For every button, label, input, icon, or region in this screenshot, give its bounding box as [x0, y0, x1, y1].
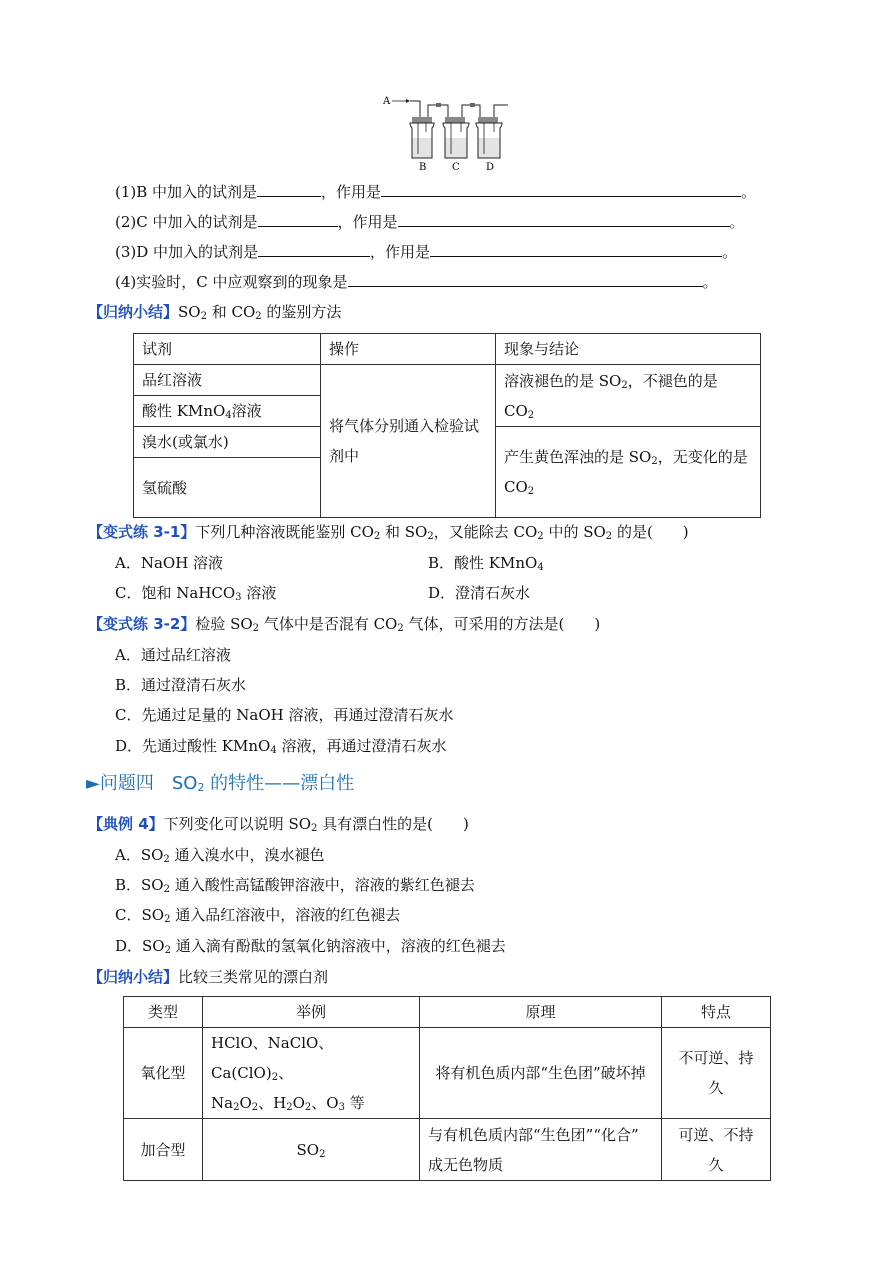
bleach-comparison-table: [123, 996, 771, 1181]
table-header: 试剂: [134, 334, 321, 365]
answer-blank[interactable]: [430, 242, 722, 257]
option-d[interactable]: D．先通过酸性 KMnO$_4$ 溶液，再通过澄清石灰水: [115, 737, 447, 756]
question-2: (2)C 中加入的试剂是 ，作用是 。: [115, 213, 745, 231]
section-heading-4: ►问题四 $SO_2$ 的特性——漂白性: [86, 773, 355, 794]
question-1: (1)B 中加入的试剂是 ，作用是 。: [115, 183, 757, 201]
table-header: 现象与结论: [496, 334, 761, 365]
question-4: (4)实验时，C 中应观察到的现象是 。: [115, 273, 718, 291]
reagent-cell: 氢硫酸: [134, 458, 321, 518]
inlet-label-a: A: [383, 96, 391, 107]
feature-cell: 可逆、不持 久: [662, 1119, 771, 1181]
question-3: (3)D 中加入的试剂是 ，作用是 。: [115, 243, 738, 261]
answer-blank[interactable]: [348, 272, 703, 287]
summary-heading-2: 【归纳小结】比较三类常见的漂白剂: [88, 968, 329, 986]
table-header: 举例: [203, 997, 420, 1028]
option-a[interactable]: A．$SO_2$ 通入溴水中，溴水褪色: [115, 846, 325, 865]
option-d[interactable]: D．澄清石灰水: [428, 584, 531, 602]
answer-blank[interactable]: [398, 212, 730, 227]
result-cell: 产生黄色浑浊的是 $SO_2$，无变化的是 $CO_2$: [496, 427, 761, 518]
result-cell: 溶液褪色的是 $SO_2$，不褪色的是 $CO_2$: [496, 365, 761, 427]
table-header: 特点: [662, 997, 771, 1028]
table-header: 操作: [321, 334, 496, 365]
option-a[interactable]: A．通过品红溶液: [115, 646, 231, 664]
example-cell: $SO_2$: [203, 1119, 420, 1181]
principle-cell: 与有机色质内部“生色团”“化合” 成无色物质: [420, 1119, 662, 1181]
reagent-cell: 品红溶液: [134, 365, 321, 396]
option-b[interactable]: B．酸性 KMnO$_4$: [428, 554, 544, 573]
bottle-label-c: C: [452, 162, 460, 173]
example-cell: HClO、NaClO、$Ca(ClO)_2$、 $Na_2O_2$、$H_2O_2$、$O_3$ 等: [203, 1028, 420, 1119]
type-cell: 加合型: [124, 1119, 203, 1181]
bottle-label-b: B: [419, 162, 427, 173]
identification-table: [133, 333, 761, 518]
option-c[interactable]: C．饱和 NaHCO$_3$ 溶液: [115, 584, 277, 603]
option-b[interactable]: B．$SO_2$ 通入酸性高锰酸钾溶液中，溶液的紫红色褪去: [115, 876, 475, 895]
option-c[interactable]: C．$SO_2$ 通入品红溶液中，溶液的红色褪去: [115, 906, 401, 925]
reagent-cell: 溴水(或氯水): [134, 427, 321, 458]
option-b[interactable]: B．通过澄清石灰水: [115, 676, 247, 694]
reagent-cell: 酸性 KMnO$_4$溶液: [134, 396, 321, 427]
operation-cell: 将气体分别通入检验试剂中: [321, 365, 496, 518]
table-header: 原理: [420, 997, 662, 1028]
exercise-3-1-stem: 【变式练 3-1】下列几种溶液既能鉴别 $CO_2$ 和 $SO_2$，又能除去 $CO_2$ 中的 $SO_2$ 的是( ): [88, 523, 689, 542]
answer-blank[interactable]: [381, 182, 741, 197]
option-a[interactable]: A．NaOH 溶液: [115, 554, 224, 572]
type-cell: 氧化型: [124, 1028, 203, 1119]
principle-cell: 将有机色质内部“生色团”破坏掉: [420, 1028, 662, 1119]
example-4-stem: 【典例 4】下列变化可以说明 $SO_2$ 具有漂白性的是( ): [88, 815, 469, 834]
feature-cell: 不可逆、持 久: [662, 1028, 771, 1119]
answer-blank[interactable]: [258, 242, 370, 257]
summary-heading-1: 【归纳小结】$SO_2$ 和 $CO_2$ 的鉴别方法: [88, 303, 342, 322]
gas-washing-apparatus-figure: [380, 90, 515, 175]
bottle-label-d: D: [486, 162, 495, 173]
answer-blank[interactable]: [257, 182, 321, 197]
option-c[interactable]: C．先通过足量的 NaOH 溶液，再通过澄清石灰水: [115, 706, 454, 724]
table-header: 类型: [124, 997, 203, 1028]
option-d[interactable]: D．$SO_2$ 通入滴有酚酞的氢氧化钠溶液中，溶液的红色褪去: [115, 937, 506, 956]
answer-blank[interactable]: [258, 212, 338, 227]
exercise-3-2-stem: 【变式练 3-2】检验 $SO_2$ 气体中是否混有 $CO_2$ 气体，可采用的方法是( ): [88, 615, 601, 634]
